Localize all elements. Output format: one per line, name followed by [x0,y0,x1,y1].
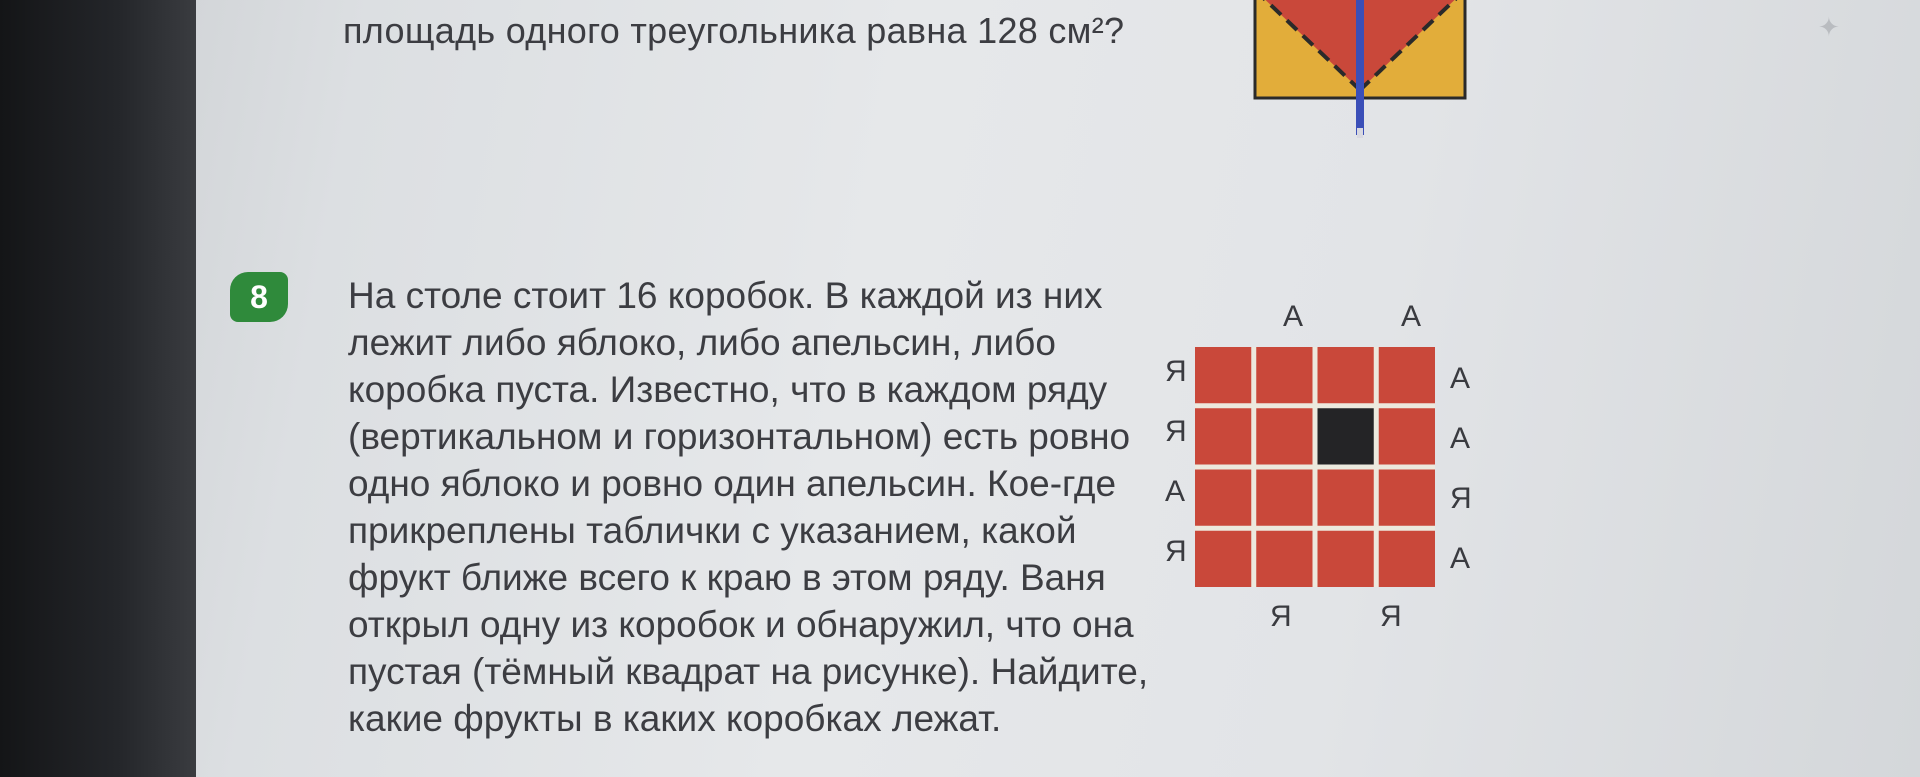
box-cell [1379,408,1435,464]
bottom-label: Я [1380,600,1402,633]
box-cell [1256,347,1312,403]
box-cell [1379,347,1435,403]
box-cell [1318,531,1374,587]
right-label: А [1450,542,1471,575]
top-label: А [1401,300,1422,333]
right-label: А [1450,422,1471,455]
top-square-figure [1240,0,1480,145]
left-label: А [1165,475,1186,508]
left-label: Я [1165,415,1187,448]
sparkle-icon: ✦ [1818,12,1840,42]
right-label: А [1450,362,1471,395]
bottom-label: Я [1270,600,1292,633]
box-cell [1318,347,1374,403]
problem-line: коробка пуста. Известно, что в каждом ряду [348,369,1108,410]
problem-line: прикреплены таблички с указанием, какой [348,510,1077,551]
box-cell [1195,470,1251,526]
box-cell [1318,470,1374,526]
task-number-badge: 8 [230,272,288,322]
problem-line: фрукт ближе всего к краю в этом ряду. Ваня [348,557,1106,598]
empty-box-cell [1318,408,1374,464]
box-cell [1256,408,1312,464]
problem-line: открыл одну из коробок и обнаружил, что она [348,604,1134,645]
box-cell [1379,531,1435,587]
problem-line: пустая (тёмный квадрат на рисунке). Найдите, [348,651,1149,692]
problem-line: какие фрукты в каких коробках лежат. [348,698,1002,739]
problem-line: одно яблоко и ровно один апельсин. Кое-где [348,463,1117,504]
left-label: Я [1165,535,1187,568]
problem-line: На столе стоит 16 коробок. В каждой из них [348,275,1103,316]
box-cell [1195,408,1251,464]
top-label: А [1283,300,1304,333]
box-cell [1256,470,1312,526]
right-label: Я [1450,482,1472,515]
screen-bezel [0,0,196,777]
left-label: Я [1165,355,1187,388]
previous-problem-line: площадь одного треугольника равна 128 см²? [343,10,1125,51]
problem-text [348,272,1148,742]
problem-line: лежит либо яблоко, либо апельсин, либо [348,322,1056,363]
boxes-grid [1195,347,1435,587]
box-cell [1195,347,1251,403]
box-cell [1195,531,1251,587]
box-cell [1256,531,1312,587]
problem-line: (вертикальном и горизонтальном) есть ровно [348,416,1131,457]
box-cell [1379,470,1435,526]
